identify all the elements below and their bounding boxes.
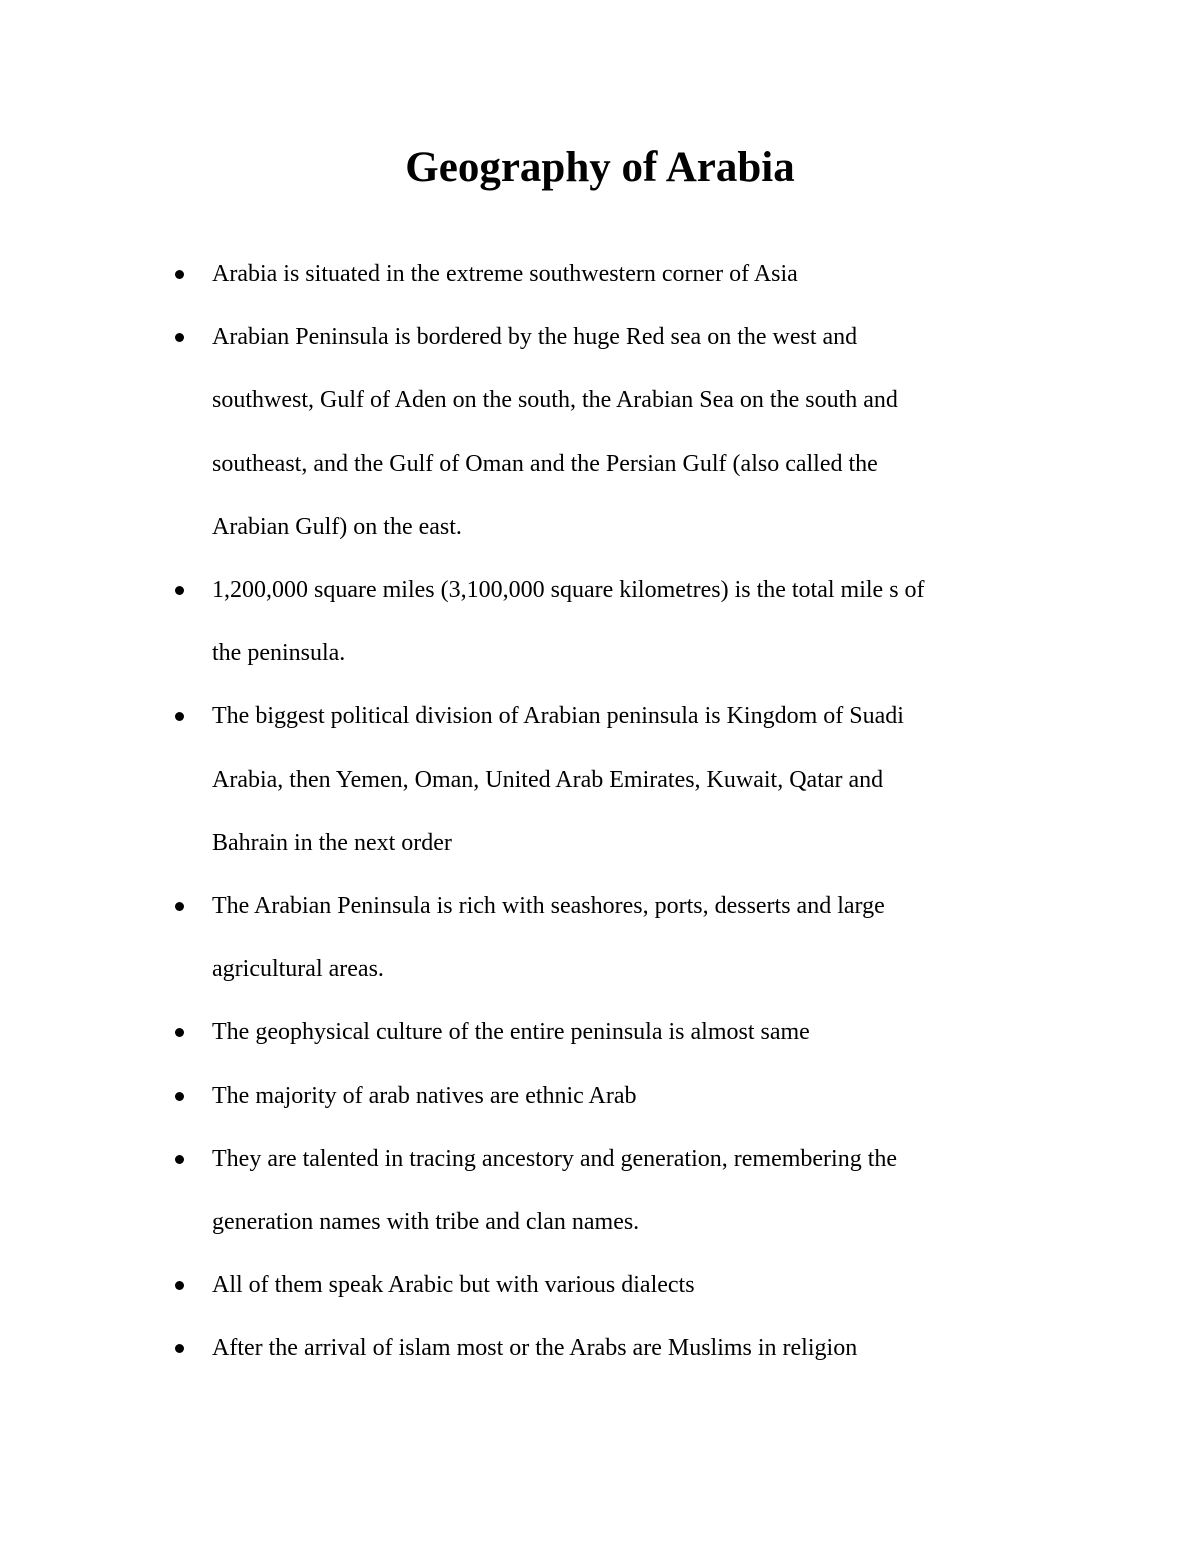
bullet-line: The geophysical culture of the entire peninsula is almost same	[212, 1019, 810, 1046]
bullet-line: southeast, and the Gulf of Oman and the Persian Gulf (also called the	[212, 450, 878, 477]
bullet-line: Arabian Peninsula is bordered by the huge Red sea on the west and	[212, 324, 858, 351]
list-item	[0, 559, 1200, 685]
list-item	[0, 1254, 1200, 1317]
bullet-icon	[175, 333, 184, 342]
bullet-icon	[175, 270, 184, 279]
bullet-line: The biggest political division of Arabian peninsula is Kingdom of Suadi	[212, 703, 904, 730]
bullet-icon	[175, 902, 184, 911]
bullet-icon	[175, 1028, 184, 1037]
list-item	[0, 1065, 1200, 1128]
bullet-line: All of them speak Arabic but with various dialects	[212, 1272, 695, 1299]
bullet-icon	[175, 1155, 184, 1164]
list-item	[0, 243, 1200, 306]
bullet-line: the peninsula.	[212, 640, 346, 667]
bullet-line: The Arabian Peninsula is rich with seashores, ports, desserts and large	[212, 893, 885, 920]
bullet-line: agricultural areas.	[212, 956, 384, 983]
bullet-line: Arabia is situated in the extreme southwestern corner of Asia	[212, 261, 798, 287]
list-item	[0, 685, 1200, 875]
bullet-line: They are talented in tracing ancestory and generation, remembering the	[212, 1145, 898, 1172]
bullet-line: After the arrival of islam most or the Arabs are Muslims in religion	[212, 1335, 858, 1362]
bullet-line: 1,200,000 square miles (3,100,000 square kilometres) is the total mile s of	[212, 577, 925, 604]
bullet-line: Bahrain in the next order	[212, 829, 452, 856]
list-item	[0, 1128, 1200, 1254]
bullet-list	[0, 243, 1200, 1381]
bullet-line: southwest, Gulf of Aden on the south, the Arabian Sea on the south and	[212, 387, 898, 414]
bullet-icon	[175, 712, 184, 721]
bullet-line: Arabia, then Yemen, Oman, United Arab Emirates, Kuwait, Qatar and	[212, 766, 884, 793]
bullet-icon	[175, 1344, 184, 1353]
bullet-icon	[175, 586, 184, 595]
bullet-icon	[175, 1281, 184, 1290]
bullet-line: The majority of arab natives are ethnic Arab	[212, 1082, 637, 1109]
bullet-line: Arabian Gulf) on the east.	[212, 513, 462, 540]
list-item	[0, 306, 1200, 559]
bullet-icon	[175, 1092, 184, 1101]
page-title: Geography of Arabia	[405, 144, 795, 191]
list-item	[0, 1317, 1200, 1380]
bullet-line: generation names with tribe and clan names.	[212, 1209, 640, 1236]
list-item	[0, 1001, 1200, 1064]
list-item	[0, 875, 1200, 1001]
